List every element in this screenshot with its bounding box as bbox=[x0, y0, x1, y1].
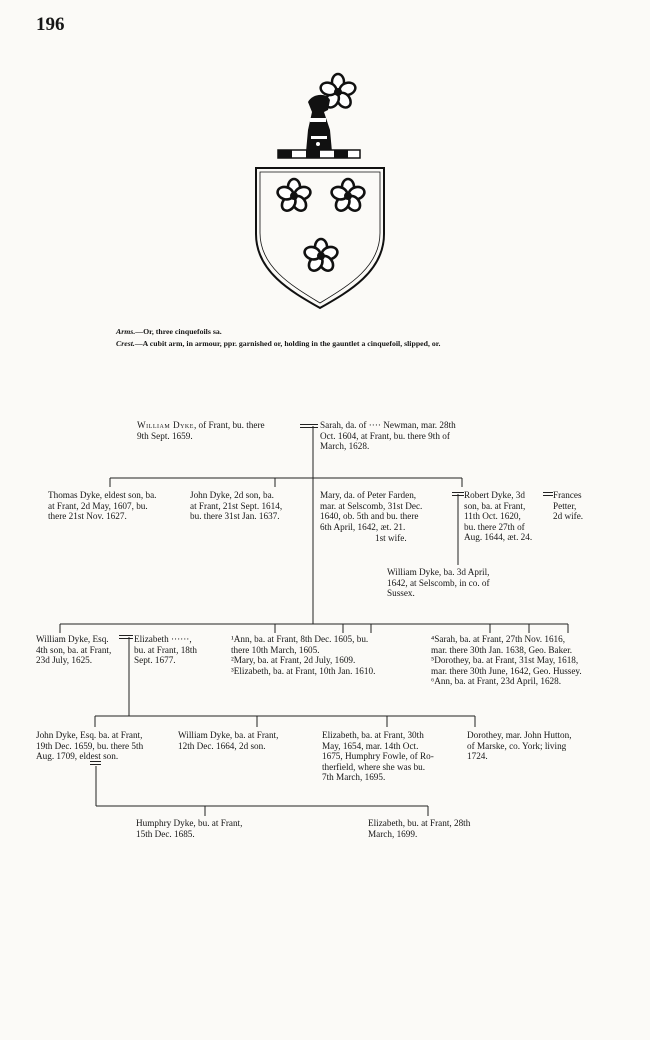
robert-dyke: Robert Dyke, 3d son, ba. at Frant, 11th Oct. 1620, bu. there 27th of Aug. 1644, æt. 24. bbox=[464, 490, 533, 543]
elizabeth-dyke-1699: Elizabeth, bu. at Frant, 28th March, 1699. bbox=[368, 818, 471, 839]
william-dyke-son-of-robert: William Dyke, ba. 3d April, 1642, at Selscomb, in co. of Sussex. bbox=[387, 567, 490, 599]
william-dyke-2d-son: William Dyke, ba. at Frant, 12th Dec. 1664, 2d son. bbox=[178, 730, 279, 751]
mary-farden: Mary, da. of Peter Farden, mar. at Selscomb, 31st Dec. 1640, ob. 5th and bu. there 6th April, 1642, æt. 21. bbox=[320, 490, 423, 532]
arms-label: Arms. bbox=[116, 327, 136, 336]
humphry-dyke: Humphry Dyke, bu. at Frant, 15th Dec. 1685. bbox=[136, 818, 243, 839]
crest-text: —A cubit arm, in armour, ppr. garnished or, holding in the gauntlet a cinquefoil, slipped, or. bbox=[134, 339, 441, 348]
john-dyke-esq: John Dyke, Esq. ba. at Frant, 19th Dec. 1659, bu. there 5th Aug. 1709, eldest son. bbox=[36, 730, 144, 762]
william-dyke-details: , of Frant, bu. there 9th Sept. 1659. bbox=[137, 420, 265, 441]
daughters-list-2: ⁴Sarah, ba. at Frant, 27th Nov. 1616, mar. there 30th Jan. 1638, Geo. Baker. ⁵Dorothey, ba. at Frant, 31st May, 1618, mar. there 30th June, 1642, Geo. Hussey. ⁶Ann, ba. at Frant, 23d April, 1628. bbox=[431, 634, 582, 687]
elizabeth-wife: Elizabeth ······, bu. at Frant, 18th Sept. 1677. bbox=[134, 634, 198, 666]
frances-petter: Frances Petter, 2d wife. bbox=[553, 490, 584, 522]
arms-text: —Or, three cinquefoils sa. bbox=[135, 327, 222, 336]
william-dyke-esq: William Dyke, Esq. 4th son, ba. at Frant, 23d July, 1625. bbox=[36, 634, 112, 666]
page-number: 196 bbox=[36, 14, 65, 35]
mary-farden-wife-label: 1st wife. bbox=[375, 533, 407, 543]
elizabeth-fowle: Elizabeth, ba. at Frant, 30th May, 1654, mar. 14th Oct. 1675, Humphry Fowle, of Ro- therfield, where she was bu. 7th March, 1695. bbox=[322, 730, 434, 783]
daughters-list-1: ¹Ann, ba. at Frant, 8th Dec. 1605, bu. there 10th March, 1605. ²Mary, ba. at Frant, 2d July, 1609. ³Elizabeth, ba. at Frant, 10th Jan. 1610. bbox=[231, 634, 376, 676]
william-dyke-name: William Dyke bbox=[137, 420, 194, 430]
dorothey-hutton: Dorothey, mar. John Hutton, of Marske, co. York; living 1724. bbox=[467, 730, 572, 762]
william-dyke-frant bbox=[137, 420, 265, 441]
sarah-newman: Sarah, da. of ···· Newman, mar. 28th Oct. 1604, at Frant, bu. there 9th of March, 1628. bbox=[320, 420, 456, 452]
john-dyke-2d-son: John Dyke, 2d son, ba. at Frant, 21st Sept. 1614, bu. there 31st Jan. 1637. bbox=[190, 490, 283, 522]
crest-label: Crest. bbox=[116, 339, 135, 348]
thomas-dyke: Thomas Dyke, eldest son, ba. at Frant, 2d May, 1607, bu. there 21st Nov. 1627. bbox=[48, 490, 157, 522]
